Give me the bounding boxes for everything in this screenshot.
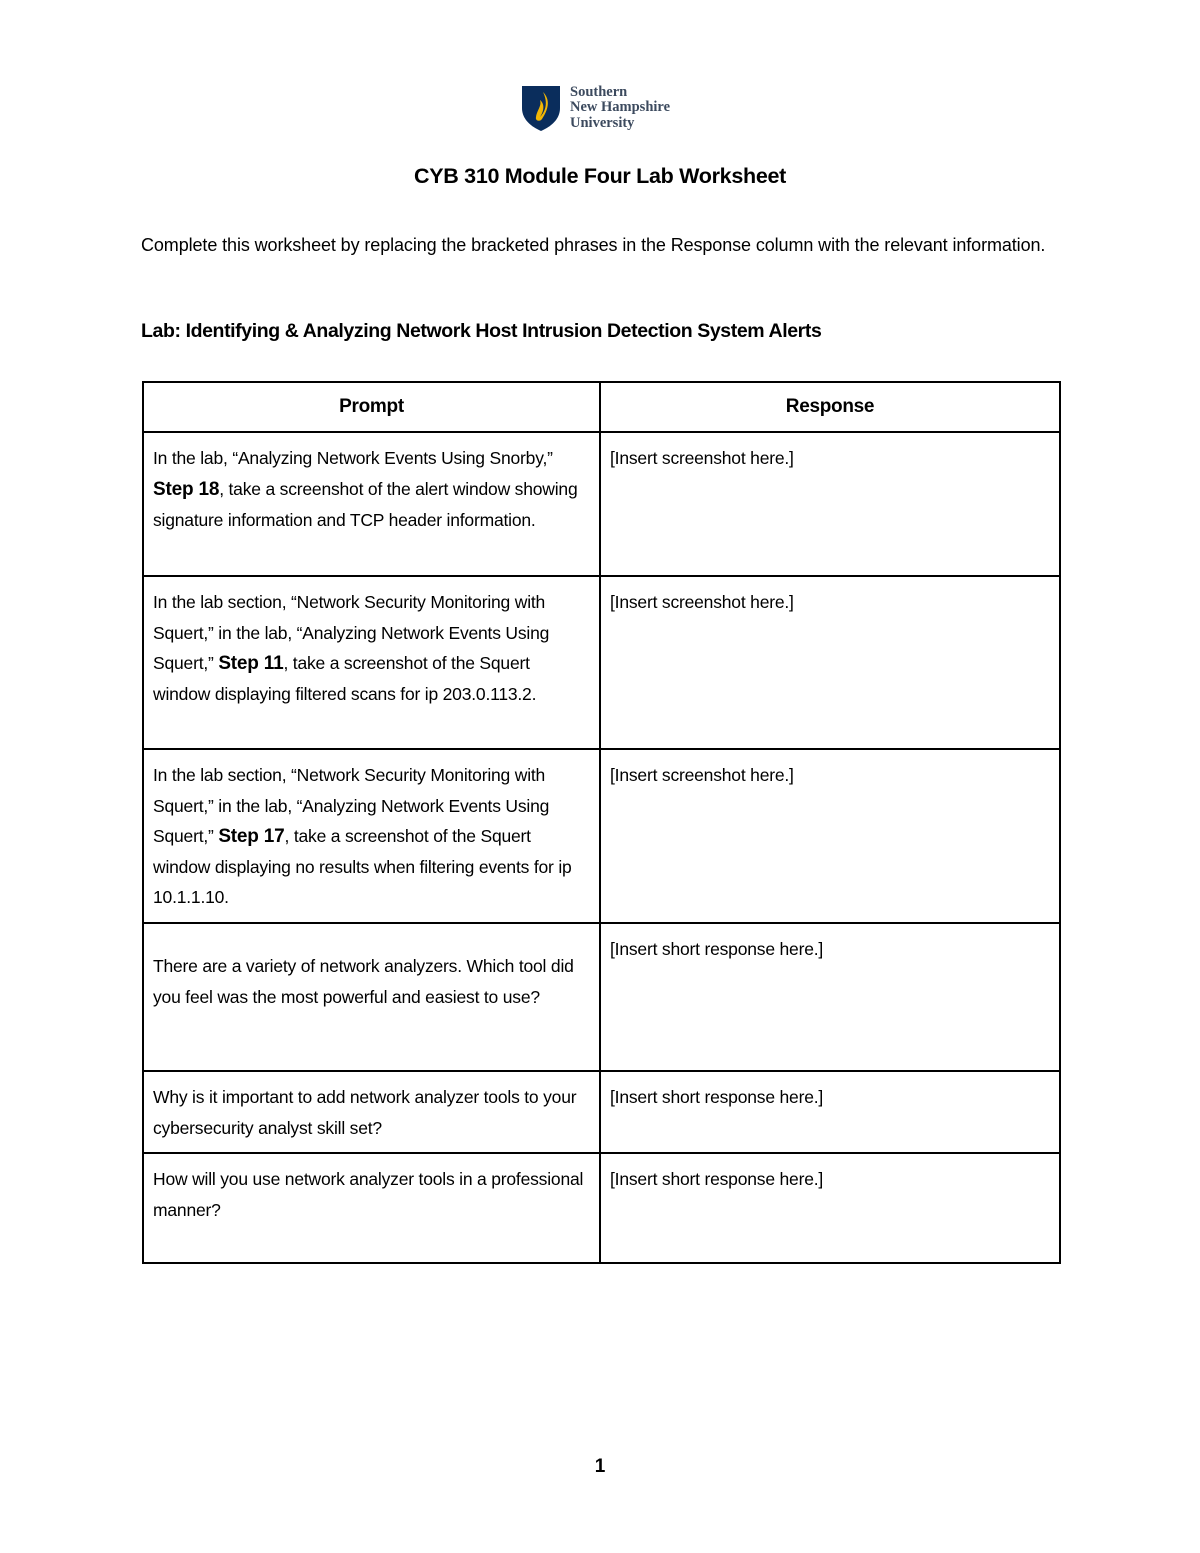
table-row	[143, 749, 1060, 923]
prompt-cell: There are a variety of network analyzers. Which tool did you feel was the most powerful and easiest to use?	[143, 923, 600, 1071]
table-header-row	[143, 382, 1060, 432]
shield-flame-icon	[520, 84, 562, 132]
response-column-header: Response	[600, 382, 1060, 432]
response-cell[interactable]: [Insert short response here.]	[600, 923, 1060, 1071]
prompt-cell: Why is it important to add network analyzer tools to your cybersecurity analyst skill set?	[143, 1071, 600, 1153]
prompt-cell	[143, 576, 600, 749]
table-row	[143, 432, 1060, 576]
document-title: CYB 310 Module Four Lab Worksheet	[414, 164, 786, 188]
table-row	[143, 1153, 1060, 1263]
prompt-text: , take a screenshot of the Squert window displaying no results when filtering events for ip 10.1.1.10.	[153, 825, 572, 908]
prompt-cell	[143, 432, 600, 576]
prompt-text: , take a screenshot of the Squert window displaying filtered scans for ip 203.0.113.2.	[153, 652, 537, 705]
page-number: 1	[594, 1456, 606, 1477]
logo-wordmark	[570, 85, 670, 132]
table-row	[143, 1071, 1060, 1153]
university-logo	[520, 84, 670, 132]
prompt-text: , take a screenshot of the alert window showing signature information and TCP header information.	[153, 478, 578, 530]
step-label: Step 18	[153, 478, 220, 500]
response-cell[interactable]: [Insert screenshot here.]	[600, 432, 1060, 576]
table-row	[143, 576, 1060, 749]
response-cell[interactable]: [Insert screenshot here.]	[600, 576, 1060, 749]
prompt-text: In the lab, “Analyzing Network Events Using Snorby,”	[153, 448, 553, 469]
prompt-cell: How will you use network analyzer tools in a professional manner?	[143, 1153, 600, 1263]
step-label: Step 17	[218, 825, 285, 847]
table-row	[143, 923, 1060, 1071]
step-label: Step 11	[218, 652, 284, 674]
logo-line-3: University	[570, 114, 635, 131]
prompt-text: In the lab section, “Network Security Monitoring with Squert,” in the lab, “Analyzing Network Events Using Squert,”	[153, 592, 550, 673]
prompt-column-header: Prompt	[143, 382, 600, 432]
response-cell[interactable]: [Insert screenshot here.]	[600, 749, 1060, 923]
response-cell[interactable]: [Insert short response here.]	[600, 1153, 1060, 1263]
logo-line-1: Southern	[570, 83, 628, 100]
logo-line-2: New Hampshire	[570, 99, 671, 116]
intro-paragraph: Complete this worksheet by replacing the bracketed phrases in the Response column with the relevant information.	[141, 235, 1046, 255]
lab-heading: Lab: Identifying & Analyzing Network Host Intrusion Detection System Alerts	[141, 320, 822, 342]
prompt-text: In the lab section, “Network Security Monitoring with Squert,” in the lab, “Analyzing Network Events Using Squert,”	[153, 765, 550, 846]
response-cell[interactable]: [Insert short response here.]	[600, 1071, 1060, 1153]
worksheet-table	[142, 381, 1061, 1264]
prompt-cell	[143, 749, 600, 923]
